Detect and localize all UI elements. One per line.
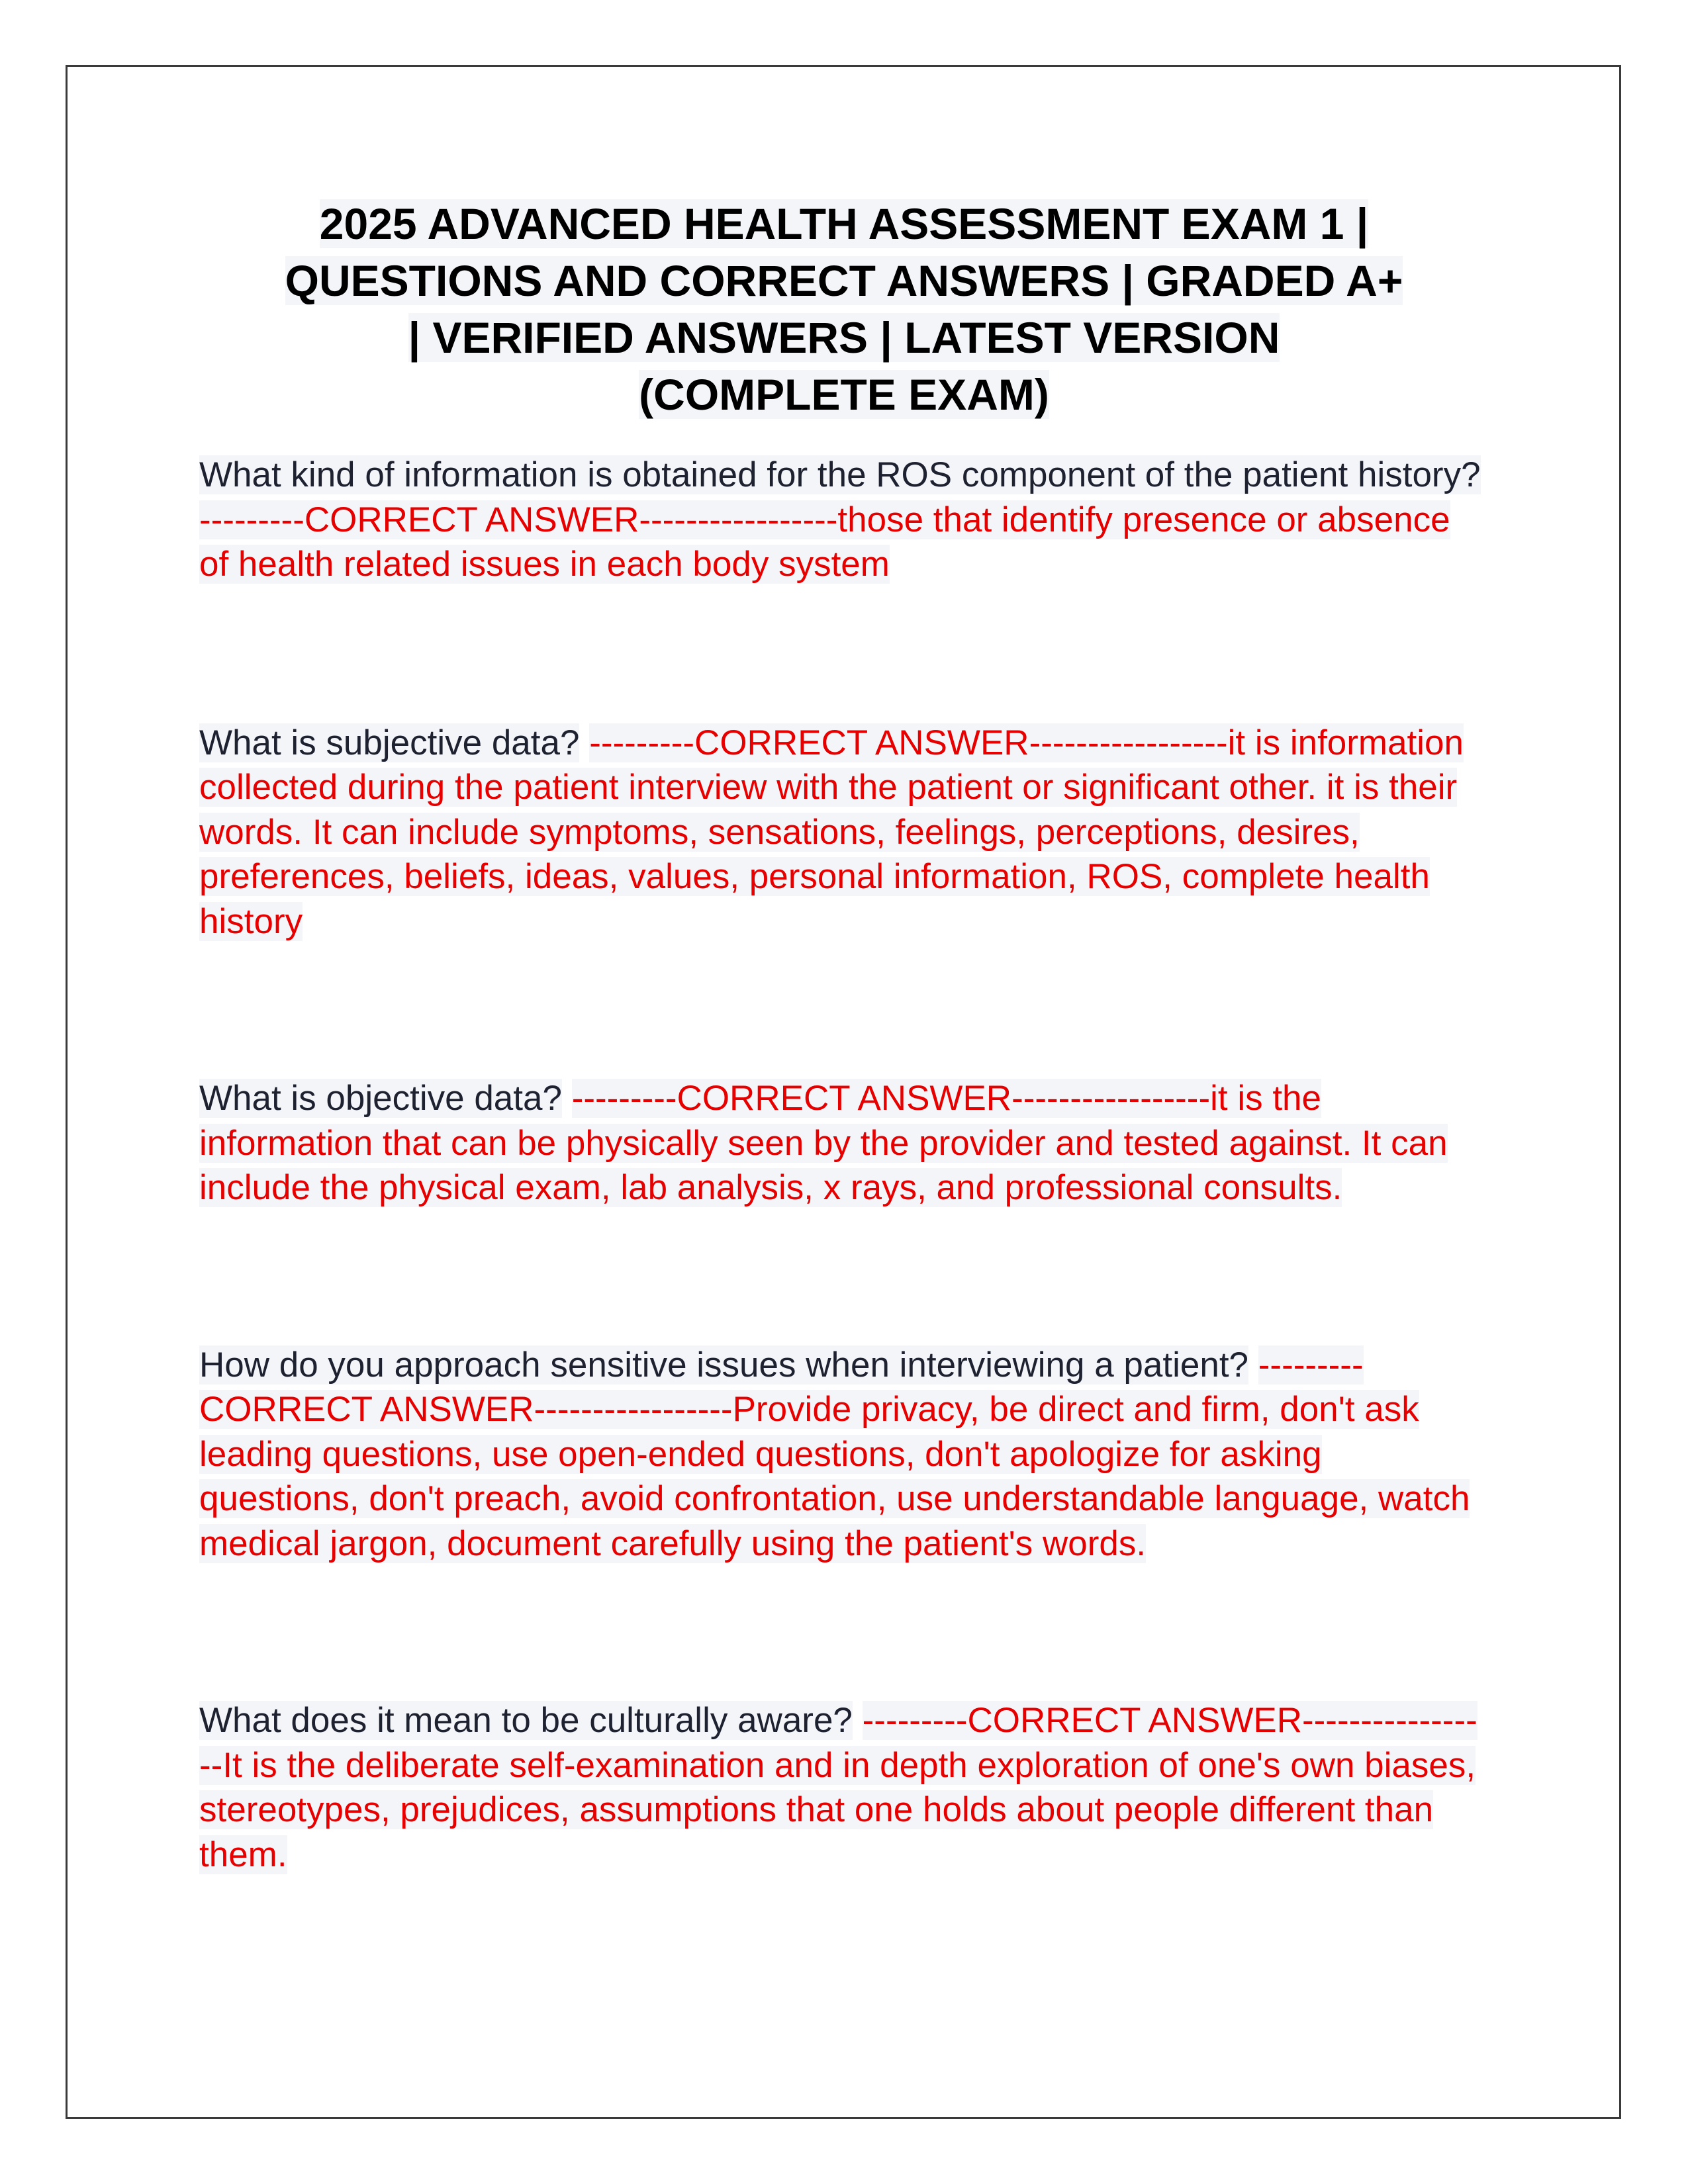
answer-text: it is information collected during the patient interview with the patient or significant other. it is their words. It can include symptoms, sensations, feelings, perceptions, desires, preferences, beliefs, ideas, values, personal information, ROS, complete health history (199, 723, 1464, 941)
question-text: What does it mean to be culturally aware? (199, 1701, 853, 1740)
question-text: What is objective data? (199, 1079, 562, 1118)
document-body (199, 195, 1489, 1877)
question-text: What kind of information is obtained for the ROS component of the patient history? (199, 455, 1481, 494)
correct-answer-marker: ---------CORRECT ANSWER----------------- (199, 1701, 1477, 1785)
qa-item-3 (199, 1076, 1489, 1210)
answer-text: It is the deliberate self-examination and in depth exploration of one's own biases, stereotypes, prejudices, assumptions that one holds about people different than them. (199, 1745, 1476, 1874)
qa-item-2 (199, 721, 1489, 944)
title-line-4: (COMPLETE EXAM) (639, 370, 1049, 419)
title-line-2: QUESTIONS AND CORRECT ANSWERS | GRADED A+ (285, 256, 1403, 305)
answer-text: it is the information that can be physically seen by the provider and tested against. It can include the physical exam, lab analysis, x rays, and professional consults. (199, 1079, 1448, 1207)
qa-item-1 (199, 453, 1489, 587)
question-text: How do you approach sensitive issues when interviewing a patient? (199, 1345, 1249, 1385)
qa-item-4 (199, 1343, 1489, 1567)
correct-answer-marker: ---------CORRECT ANSWER----------------- (571, 1079, 1211, 1118)
title-line-3: | VERIFIED ANSWERS | LATEST VERSION (408, 313, 1280, 362)
correct-answer-marker: ---------CORRECT ANSWER----------------- (199, 500, 838, 539)
answer-text: those that identify presence or absence of health related issues in each body system (199, 500, 1450, 584)
answer-text: Provide privacy, be direct and firm, don't ask leading questions, use open-ended questions, don't apologize for asking questions, don't preach, avoid confrontation, use understandable language, watch medical jargon, document carefully using the patient's words. (199, 1390, 1470, 1563)
correct-answer-marker: ---------CORRECT ANSWER----------------- (589, 723, 1228, 762)
document-title (199, 195, 1489, 423)
question-text: What is subjective data? (199, 723, 580, 762)
title-line-1: 2025 ADVANCED HEALTH ASSESSMENT EXAM 1 | (319, 199, 1369, 248)
qa-item-5 (199, 1698, 1489, 1877)
correct-answer-marker: ---------CORRECT ANSWER----------------- (199, 1345, 1364, 1429)
